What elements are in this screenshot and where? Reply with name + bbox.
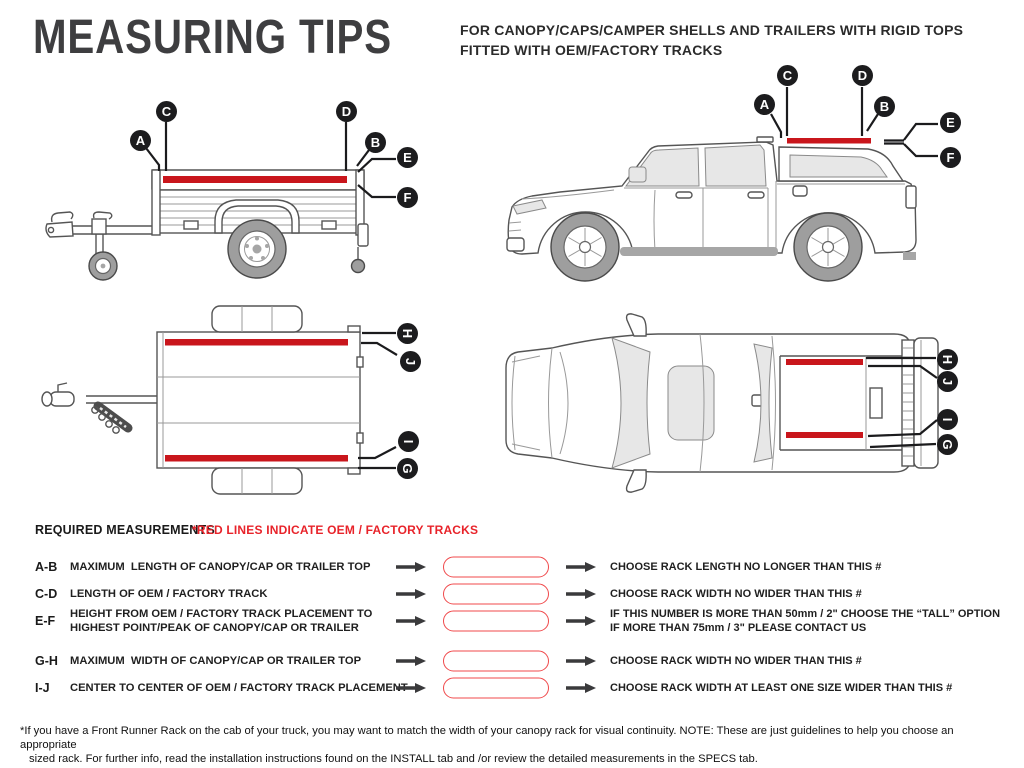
red-lines-legend: *RED LINES INDICATE OEM / FACTORY TRACKS [192, 523, 479, 537]
callout-h-truck-top: H [937, 349, 958, 370]
callout-c-truck-side: C [777, 65, 798, 86]
measurement-id: E-F [35, 614, 56, 628]
measurement-guidance: CHOOSE RACK WIDTH NO WIDER THAN THIS # [610, 588, 862, 600]
measurement-description [70, 607, 372, 635]
measurement-row-ij [0, 677, 1024, 699]
callout-f-truck-side: F [940, 147, 961, 168]
arrow-right-icon [396, 683, 426, 694]
callout-f-trailer-side: F [397, 187, 418, 208]
measurement-value-field[interactable] [443, 584, 549, 605]
measurement-id: A-B [35, 560, 58, 574]
measurement-row-ab [0, 556, 1024, 578]
footnote-line-2: sized rack. For further info, read the installation instructions found on the INSTALL tab and /or review the detailed measurements in the SPECS tab. [29, 753, 758, 765]
callout-i-trailer-top: I [398, 431, 419, 452]
arrow-right-icon [396, 656, 426, 667]
callout-d-trailer-side: D [336, 101, 357, 122]
measurement-description: CENTER TO CENTER OF OEM / FACTORY TRACK PLACEMENT [70, 682, 408, 694]
callout-g-truck-top: G [937, 434, 958, 455]
callout-h-trailer-top: H [397, 323, 418, 344]
measurement-description: LENGTH OF OEM / FACTORY TRACK [70, 588, 268, 600]
measurement-value-field[interactable] [443, 611, 549, 632]
arrow-right-icon [566, 589, 596, 600]
arrow-right-icon [566, 562, 596, 573]
subtitle-line-2: FITTED WITH OEM/FACTORY TRACKS [460, 41, 723, 58]
callout-a-trailer-side: A [130, 130, 151, 151]
callout-j-trailer-top: J [400, 351, 421, 372]
truck-side-view-art [507, 87, 938, 281]
measurement-id: C-D [35, 587, 58, 601]
measurement-row-cd [0, 583, 1024, 605]
description-line-1: HEIGHT FROM OEM / FACTORY TRACK PLACEMENT TO [70, 608, 373, 620]
measurement-row-gh [0, 650, 1024, 672]
callout-a-truck-side: A [754, 94, 775, 115]
footnote [20, 724, 1012, 766]
description-line-2: HIGHEST POINT/PEAK OF CANOPY/CAP OR TRAILER [70, 622, 359, 634]
truck-top-view-art [506, 314, 938, 492]
measurement-description: MAXIMUM WIDTH OF CANOPY/CAP OR TRAILER TOP [70, 655, 362, 667]
measurement-row-ef [0, 607, 1024, 635]
page-title: MEASURING TIPS [33, 11, 392, 64]
callout-b-trailer-side: B [365, 132, 386, 153]
footnote-line-1: *If you have a Front Runner Rack on the cab of your truck, you may want to match the width of your canopy rack for visual continuity. NOTE: These are just guidelines to help you choose an appropriate [20, 725, 954, 751]
trailer-top-view-art [42, 306, 397, 494]
measurement-description: MAXIMUM LENGTH OF CANOPY/CAP OR TRAILER TOP [70, 561, 371, 573]
callout-e-truck-side: E [940, 112, 961, 133]
measurement-value-field[interactable] [443, 678, 549, 699]
guidance-line-1: IF THIS NUMBER IS MORE THAN 50mm / 2" CHOOSE THE “TALL” OPTION [610, 608, 1001, 620]
measurement-guidance: CHOOSE RACK LENGTH NO LONGER THAN THIS # [610, 561, 882, 573]
callout-g-trailer-top: G [397, 458, 418, 479]
callout-d-truck-side: D [852, 65, 873, 86]
subtitle-line-1: FOR CANOPY/CAPS/CAMPER SHELLS AND TRAILERS WITH RIGID TOPS [460, 22, 964, 38]
callout-i-truck-top: I [937, 409, 958, 430]
arrow-right-icon [566, 683, 596, 694]
measurement-value-field[interactable] [443, 557, 549, 578]
callout-e-trailer-side: E [397, 147, 418, 168]
callout-c-trailer-side: C [156, 101, 177, 122]
measurement-id: I-J [35, 681, 50, 695]
callout-j-truck-top: J [937, 371, 958, 392]
arrow-right-icon [566, 656, 596, 667]
callout-b-truck-side: B [874, 96, 895, 117]
measurement-guidance [610, 607, 1000, 635]
measurement-id: G-H [35, 654, 58, 668]
measurement-guidance: CHOOSE RACK WIDTH NO WIDER THAN THIS # [610, 655, 862, 667]
trailer-side-view-art [46, 122, 396, 280]
guidance-line-2: IF MORE THAN 75mm / 3" PLEASE CONTACT US [610, 622, 867, 634]
arrow-right-icon [566, 616, 596, 627]
measurement-value-field[interactable] [443, 651, 549, 672]
arrow-right-icon [396, 589, 426, 600]
measurement-guidance: CHOOSE RACK WIDTH AT LEAST ONE SIZE WIDER THAN THIS # [610, 682, 953, 694]
arrow-right-icon [396, 562, 426, 573]
measurements-heading: REQUIRED MEASUREMENTS [35, 523, 215, 537]
arrow-right-icon [396, 616, 426, 627]
